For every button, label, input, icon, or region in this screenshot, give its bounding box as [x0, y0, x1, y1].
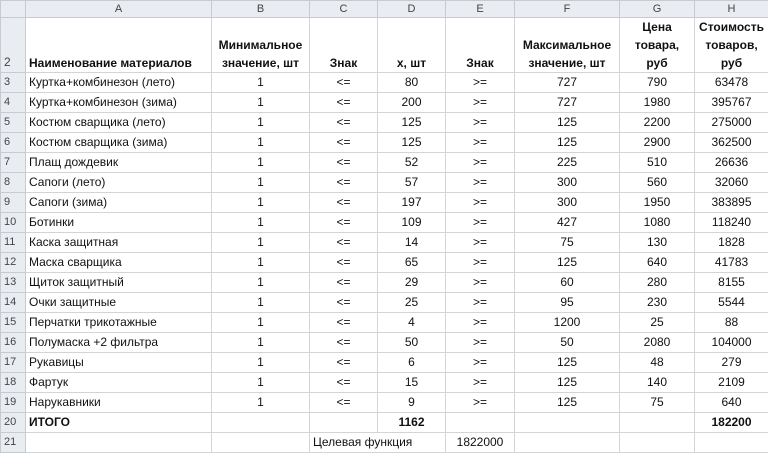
row-header[interactable]: 20: [1, 413, 26, 433]
cell-sign1[interactable]: <=: [310, 213, 378, 233]
empty-cell[interactable]: [620, 413, 695, 433]
column-header-e[interactable]: E: [446, 1, 515, 18]
cell-price[interactable]: 1080: [620, 213, 695, 233]
table-row: [1, 293, 768, 313]
table-row: [1, 373, 768, 393]
empty-cell[interactable]: [695, 433, 768, 453]
row-header[interactable]: 8: [1, 173, 26, 193]
cell-sign2[interactable]: >=: [446, 353, 515, 373]
row-header[interactable]: 17: [1, 353, 26, 373]
cell-min[interactable]: 1: [212, 93, 310, 113]
cell-sign1[interactable]: <=: [310, 233, 378, 253]
cell-min[interactable]: 1: [212, 273, 310, 293]
cell-x[interactable]: 125: [378, 113, 446, 133]
cell-x[interactable]: 29: [378, 273, 446, 293]
cell-min[interactable]: 1: [212, 113, 310, 133]
column-header-h[interactable]: H: [695, 1, 768, 18]
header-cell-cost[interactable]: Стоимость товаров, руб: [695, 18, 768, 73]
cell-sign1[interactable]: <=: [310, 113, 378, 133]
cell-min[interactable]: 1: [212, 313, 310, 333]
cell-x[interactable]: 109: [378, 213, 446, 233]
cell-price[interactable]: 130: [620, 233, 695, 253]
cell-sign1[interactable]: <=: [310, 93, 378, 113]
cell-price[interactable]: 1980: [620, 93, 695, 113]
cell-sign2[interactable]: >=: [446, 393, 515, 413]
cell-x[interactable]: 15: [378, 373, 446, 393]
cell-max[interactable]: 727: [515, 93, 620, 113]
cell-sign1[interactable]: <=: [310, 173, 378, 193]
row-header[interactable]: 16: [1, 333, 26, 353]
cell-name[interactable]: Полумаска +2 фильтра: [26, 333, 212, 353]
row-header[interactable]: 10: [1, 213, 26, 233]
table-row: [1, 213, 768, 233]
cell-price[interactable]: 2200: [620, 113, 695, 133]
table-row: [1, 273, 768, 293]
cell-sign2[interactable]: >=: [446, 293, 515, 313]
cell-max[interactable]: 60: [515, 273, 620, 293]
cell-price[interactable]: 140: [620, 373, 695, 393]
row-header[interactable]: 19: [1, 393, 26, 413]
cell-name[interactable]: Костюм сварщика (лето): [26, 113, 212, 133]
cell-min[interactable]: 1: [212, 393, 310, 413]
cell-x[interactable]: 52: [378, 153, 446, 173]
cell-price[interactable]: 25: [620, 313, 695, 333]
header-cell-name[interactable]: Наименование материалов: [26, 18, 212, 73]
cell-x[interactable]: 25: [378, 293, 446, 313]
cell-name[interactable]: Сапоги (лето): [26, 173, 212, 193]
cell-sign1[interactable]: <=: [310, 313, 378, 333]
cell-cost[interactable]: 395767: [695, 93, 768, 113]
total-label-cell[interactable]: ИТОГО: [26, 413, 212, 433]
target-label-cell[interactable]: Целевая функция: [310, 433, 446, 453]
column-header-row: [1, 1, 768, 18]
cell-name[interactable]: Перчатки трикотажные: [26, 313, 212, 333]
cell-name[interactable]: Очки защитные: [26, 293, 212, 313]
cell-sign1[interactable]: <=: [310, 393, 378, 413]
empty-cell[interactable]: [212, 433, 310, 453]
cell-cost[interactable]: 26636: [695, 153, 768, 173]
cell-sign2[interactable]: >=: [446, 73, 515, 93]
cell-sign1[interactable]: <=: [310, 133, 378, 153]
cell-min[interactable]: 1: [212, 153, 310, 173]
row-header[interactable]: 11: [1, 233, 26, 253]
cell-cost[interactable]: 104000: [695, 333, 768, 353]
cell-sign2[interactable]: >=: [446, 273, 515, 293]
cell-name[interactable]: Куртка+комбинезон (лето): [26, 73, 212, 93]
cell-min[interactable]: 1: [212, 333, 310, 353]
column-header-b[interactable]: B: [212, 1, 310, 18]
total-row: [1, 413, 768, 433]
header-cell-x[interactable]: х, шт: [378, 18, 446, 73]
cell-x[interactable]: 9: [378, 393, 446, 413]
table-row: [1, 193, 768, 213]
cell-max[interactable]: 300: [515, 193, 620, 213]
cell-sign2[interactable]: >=: [446, 93, 515, 113]
row-header[interactable]: 7: [1, 153, 26, 173]
row-header[interactable]: 21: [1, 433, 26, 453]
cell-min[interactable]: 1: [212, 353, 310, 373]
empty-cell[interactable]: [515, 433, 620, 453]
cell-sign1[interactable]: <=: [310, 353, 378, 373]
cell-max[interactable]: 95: [515, 293, 620, 313]
cell-name[interactable]: Куртка+комбинезон (зима): [26, 93, 212, 113]
cell-cost[interactable]: 41783: [695, 253, 768, 273]
table-row: [1, 173, 768, 193]
cell-sign2[interactable]: >=: [446, 333, 515, 353]
cell-sign2[interactable]: >=: [446, 113, 515, 133]
cell-max[interactable]: 125: [515, 113, 620, 133]
cell-min[interactable]: 1: [212, 213, 310, 233]
table-row: [1, 73, 768, 93]
cell-x[interactable]: 125: [378, 133, 446, 153]
cell-price[interactable]: 48: [620, 353, 695, 373]
table-row: [1, 113, 768, 133]
row-header[interactable]: 18: [1, 373, 26, 393]
cell-price[interactable]: 1950: [620, 193, 695, 213]
cell-name[interactable]: Сапоги (зима): [26, 193, 212, 213]
cell-sign1[interactable]: <=: [310, 153, 378, 173]
cell-sign2[interactable]: >=: [446, 213, 515, 233]
cell-cost[interactable]: 2109: [695, 373, 768, 393]
row-header[interactable]: 6: [1, 133, 26, 153]
cell-min[interactable]: 1: [212, 73, 310, 93]
cell-min[interactable]: 1: [212, 193, 310, 213]
column-header-a[interactable]: A: [26, 1, 212, 18]
row-header[interactable]: 3: [1, 73, 26, 93]
row-header[interactable]: 9: [1, 193, 26, 213]
table-row: [1, 233, 768, 253]
cell-price[interactable]: 790: [620, 73, 695, 93]
row-header[interactable]: 15: [1, 313, 26, 333]
header-cell-max[interactable]: Максимальное значение, шт: [515, 18, 620, 73]
cell-cost[interactable]: 275000: [695, 113, 768, 133]
cell-max[interactable]: 125: [515, 373, 620, 393]
cell-max[interactable]: 75: [515, 233, 620, 253]
cell-name[interactable]: Фартук: [26, 373, 212, 393]
table-row: [1, 353, 768, 373]
cell-max[interactable]: 427: [515, 213, 620, 233]
cell-sign2[interactable]: >=: [446, 153, 515, 173]
cell-max[interactable]: 125: [515, 393, 620, 413]
cell-price[interactable]: 560: [620, 173, 695, 193]
cell-sign2[interactable]: >=: [446, 373, 515, 393]
column-header-c[interactable]: C: [310, 1, 378, 18]
cell-min[interactable]: 1: [212, 253, 310, 273]
empty-cell[interactable]: [620, 433, 695, 453]
cell-x[interactable]: 80: [378, 73, 446, 93]
cell-min[interactable]: 1: [212, 133, 310, 153]
cell-price[interactable]: 230: [620, 293, 695, 313]
empty-cell[interactable]: [212, 413, 310, 433]
cell-max[interactable]: 727: [515, 73, 620, 93]
cell-price[interactable]: 510: [620, 153, 695, 173]
cell-sign1[interactable]: <=: [310, 333, 378, 353]
target-row: [1, 433, 768, 453]
total-x-cell[interactable]: 1162: [378, 413, 446, 433]
cell-name[interactable]: Щиток защитный: [26, 273, 212, 293]
cell-price[interactable]: 2080: [620, 333, 695, 353]
row-header[interactable]: 13: [1, 273, 26, 293]
cell-price[interactable]: 280: [620, 273, 695, 293]
cell-cost[interactable]: 279: [695, 353, 768, 373]
cell-max[interactable]: 300: [515, 173, 620, 193]
cell-max[interactable]: 125: [515, 353, 620, 373]
cell-sign2[interactable]: >=: [446, 313, 515, 333]
cell-max[interactable]: 125: [515, 133, 620, 153]
column-header-d[interactable]: D: [378, 1, 446, 18]
cell-name[interactable]: Ботинки: [26, 213, 212, 233]
header-cell-min[interactable]: Минимальное значение, шт: [212, 18, 310, 73]
row-header[interactable]: 14: [1, 293, 26, 313]
cell-sign2[interactable]: >=: [446, 233, 515, 253]
cell-sign2[interactable]: >=: [446, 253, 515, 273]
cell-min[interactable]: 1: [212, 293, 310, 313]
header-cell-sign1[interactable]: Знак: [310, 18, 378, 73]
cell-cost[interactable]: 88: [695, 313, 768, 333]
cell-x[interactable]: 200: [378, 93, 446, 113]
cell-x[interactable]: 6: [378, 353, 446, 373]
cell-name[interactable]: Маска сварщика: [26, 253, 212, 273]
cell-max[interactable]: 125: [515, 253, 620, 273]
cell-cost[interactable]: 640: [695, 393, 768, 413]
cell-x[interactable]: 57: [378, 173, 446, 193]
cell-sign1[interactable]: <=: [310, 273, 378, 293]
cell-max[interactable]: 1200: [515, 313, 620, 333]
cell-name[interactable]: Костюм сварщика (зима): [26, 133, 212, 153]
cell-sign1[interactable]: <=: [310, 193, 378, 213]
cell-cost[interactable]: 362500: [695, 133, 768, 153]
cell-x[interactable]: 4: [378, 313, 446, 333]
cell-max[interactable]: 225: [515, 153, 620, 173]
table-row: [1, 93, 768, 113]
row-header[interactable]: 2: [1, 18, 26, 73]
cell-sign1[interactable]: <=: [310, 293, 378, 313]
cell-sign2[interactable]: >=: [446, 173, 515, 193]
empty-cell[interactable]: [515, 413, 620, 433]
cell-sign1[interactable]: <=: [310, 253, 378, 273]
cell-sign2[interactable]: >=: [446, 133, 515, 153]
cell-x[interactable]: 65: [378, 253, 446, 273]
cell-price[interactable]: 640: [620, 253, 695, 273]
cell-name[interactable]: Рукавицы: [26, 353, 212, 373]
column-header-f[interactable]: F: [515, 1, 620, 18]
empty-cell[interactable]: [26, 433, 212, 453]
row-header[interactable]: 4: [1, 93, 26, 113]
cell-cost[interactable]: 8155: [695, 273, 768, 293]
table-row: [1, 153, 768, 173]
cell-cost[interactable]: 383895: [695, 193, 768, 213]
table-row: [1, 393, 768, 413]
cell-min[interactable]: 1: [212, 173, 310, 193]
cell-x[interactable]: 197: [378, 193, 446, 213]
target-value-cell[interactable]: 1822000: [446, 433, 515, 453]
table-row: [1, 133, 768, 153]
cell-sign1[interactable]: <=: [310, 373, 378, 393]
table-row: [1, 313, 768, 333]
cell-name[interactable]: Нарукавники: [26, 393, 212, 413]
cell-cost[interactable]: 63478: [695, 73, 768, 93]
cell-sign2[interactable]: >=: [446, 193, 515, 213]
cell-name[interactable]: Плащ дождевик: [26, 153, 212, 173]
header-cell-price[interactable]: Цена товара, руб: [620, 18, 695, 73]
cell-min[interactable]: 1: [212, 233, 310, 253]
total-cost-cell[interactable]: 182200: [695, 413, 768, 433]
cell-sign1[interactable]: <=: [310, 73, 378, 93]
cell-cost[interactable]: 1828: [695, 233, 768, 253]
cell-price[interactable]: 75: [620, 393, 695, 413]
header-row: [1, 18, 768, 73]
table-row: [1, 253, 768, 273]
row-header[interactable]: 12: [1, 253, 26, 273]
cell-x[interactable]: 50: [378, 333, 446, 353]
cell-name[interactable]: Каска защитная: [26, 233, 212, 253]
table-row: [1, 333, 768, 353]
row-header[interactable]: 5: [1, 113, 26, 133]
cell-cost[interactable]: 118240: [695, 213, 768, 233]
header-cell-sign2[interactable]: Знак: [446, 18, 515, 73]
cell-min[interactable]: 1: [212, 373, 310, 393]
cell-cost[interactable]: 5544: [695, 293, 768, 313]
empty-cell[interactable]: [446, 413, 515, 433]
cell-x[interactable]: 14: [378, 233, 446, 253]
column-header-g[interactable]: G: [620, 1, 695, 18]
empty-cell[interactable]: [310, 413, 378, 433]
cell-max[interactable]: 50: [515, 333, 620, 353]
cell-cost[interactable]: 32060: [695, 173, 768, 193]
select-all-corner[interactable]: [1, 1, 26, 18]
cell-price[interactable]: 2900: [620, 133, 695, 153]
